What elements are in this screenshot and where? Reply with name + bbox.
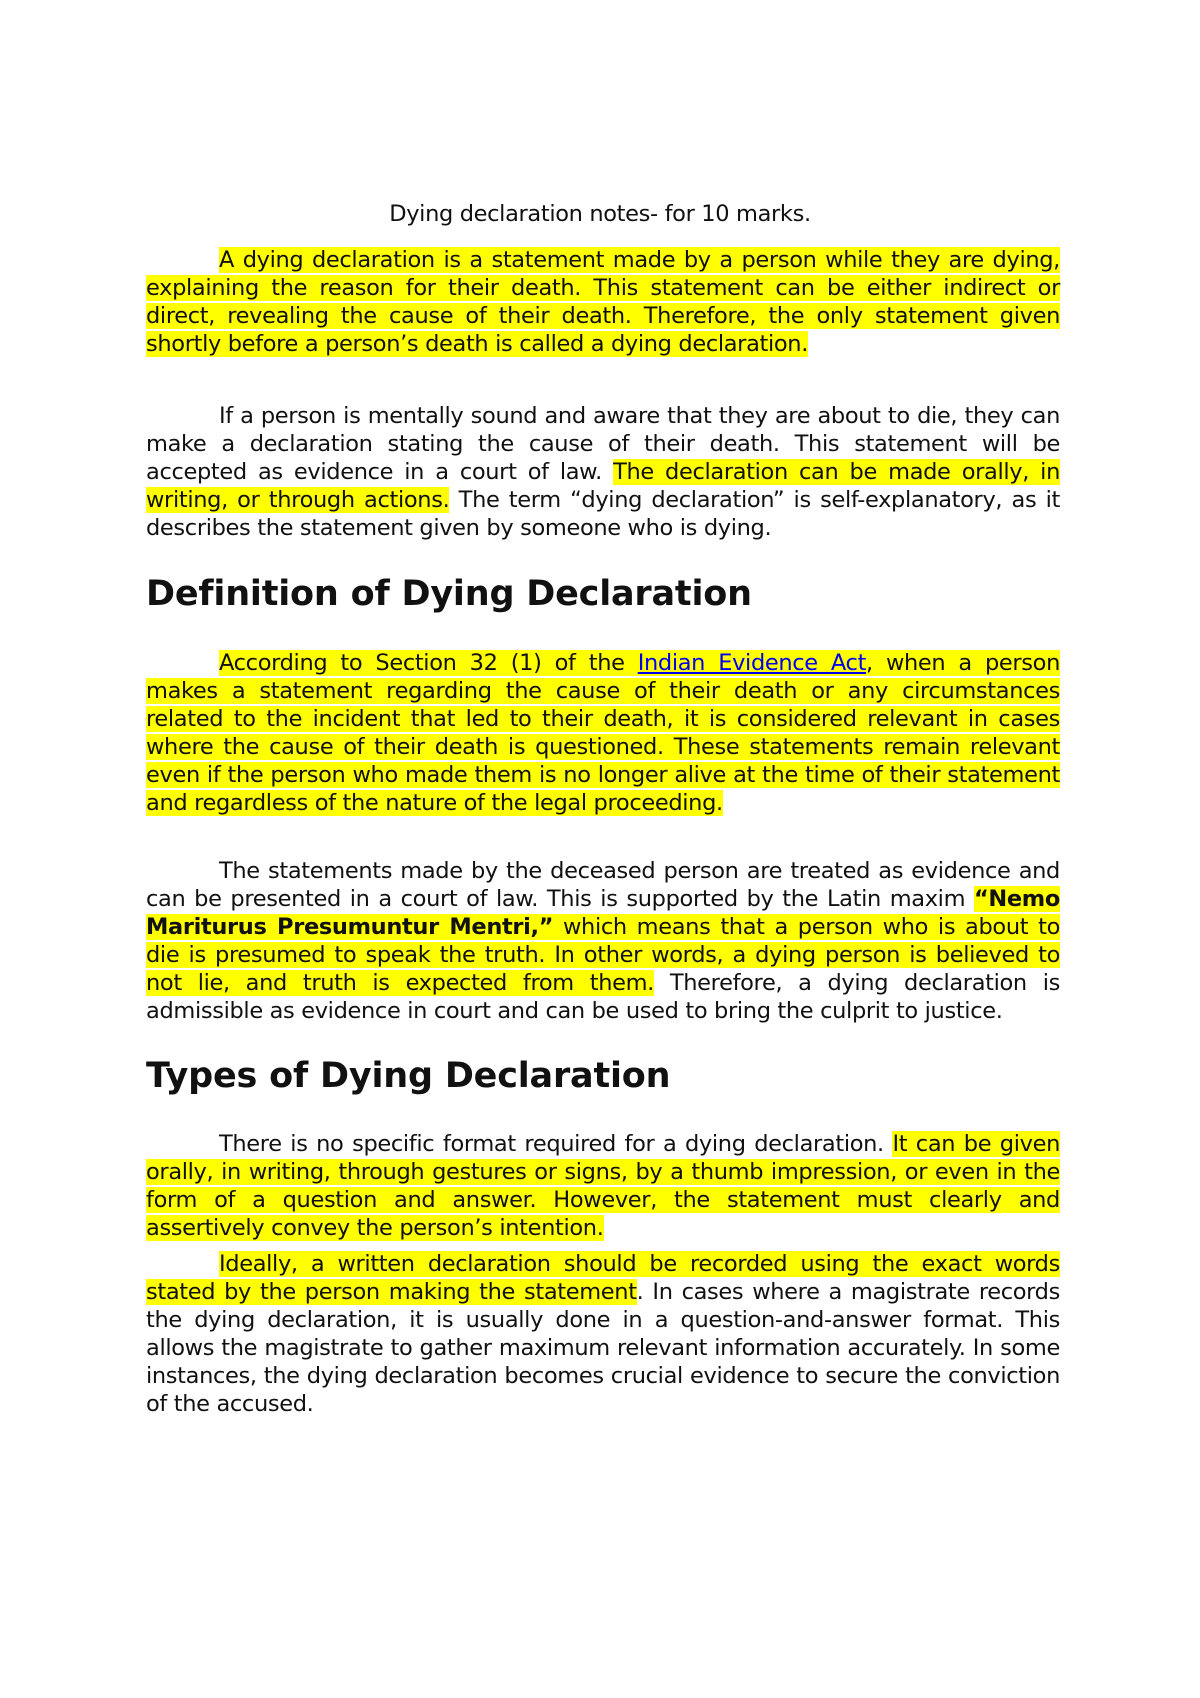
heading-definition: Definition of Dying Declaration xyxy=(146,574,752,614)
indian-evidence-act-link[interactable]: Indian Evidence Act xyxy=(637,650,867,676)
highlighted-text: The declaration can be made orally, in writing, or through actions. xyxy=(146,459,1060,513)
highlighted-text: which means that a person who is about to die is presumed to speak the truth. In other words, a dying person is believed to not lie, and truth is expected from them. xyxy=(146,914,1060,996)
text: The term “dying declaration” is self-explanatory, as it describes the statement given by someone who is dying. xyxy=(146,487,1060,541)
paragraph-written-declaration xyxy=(146,1250,1060,1418)
text: Therefore, a dying declaration is admissible as evidence in court and can be used to bring the culprit to justice. xyxy=(146,970,1061,1024)
text: The statements made by the deceased person are treated as evidence and can be presented in a court of law. This is supported by the Latin maxim xyxy=(146,858,1060,912)
highlighted-text: Ideally, a written declaration should be recorded using the exact words stated by the person making the statement xyxy=(146,1251,1060,1305)
highlighted-text: , when a person makes a statement regarding the cause of their death or any circumstances related to the incident that led to their death, it is considered relevant in cases where the cause of their death is questioned. These statements remain relevant even if the person who made them is no longer alive at the time of their statement and regardless of the nature of the legal proceeding. xyxy=(146,650,1061,816)
document-title: Dying declaration notes- for 10 marks. xyxy=(389,201,811,227)
text: There is no specific format required for a dying declaration. xyxy=(219,1131,893,1157)
paragraph-definition xyxy=(146,649,1060,817)
paragraph-mental-state xyxy=(146,402,1060,542)
heading-types: Types of Dying Declaration xyxy=(146,1056,671,1096)
highlighted-text: It can be given orally, in writing, through gestures or signs, by a thumb impression, or even in the form of a question and answer. However, the statement must clearly and assertively convey the person’s intention. xyxy=(146,1131,1060,1241)
text: If a person is mentally sound and aware that they are about to die, they can make a declaration stating the cause of their death. This statement will be accepted as evidence in a court of law. xyxy=(146,403,1060,485)
paragraph-format xyxy=(146,1130,1060,1242)
paragraph-intro xyxy=(146,246,1060,358)
highlighted-text: According to Section 32 (1) of the xyxy=(219,650,638,676)
text: . In cases where a magistrate records the dying declaration, it is usually done in a question-and-answer format. This allows the magistrate to gather maximum relevant information accurately. In some instances, the dying declaration becomes crucial evidence to secure the conviction of the accused. xyxy=(146,1279,1060,1417)
highlighted-text: A dying declaration is a statement made by a person while they are dying, explaining the reason for their death. This statement can be either indirect or direct, revealing the cause of their death. Therefore, the only statement given shortly before a person’s death is called a dying declaration. xyxy=(146,247,1060,357)
latin-maxim: “Nemo Mariturus Presumuntur Mentri,” xyxy=(146,886,1060,940)
paragraph-maxim xyxy=(146,857,1060,1025)
